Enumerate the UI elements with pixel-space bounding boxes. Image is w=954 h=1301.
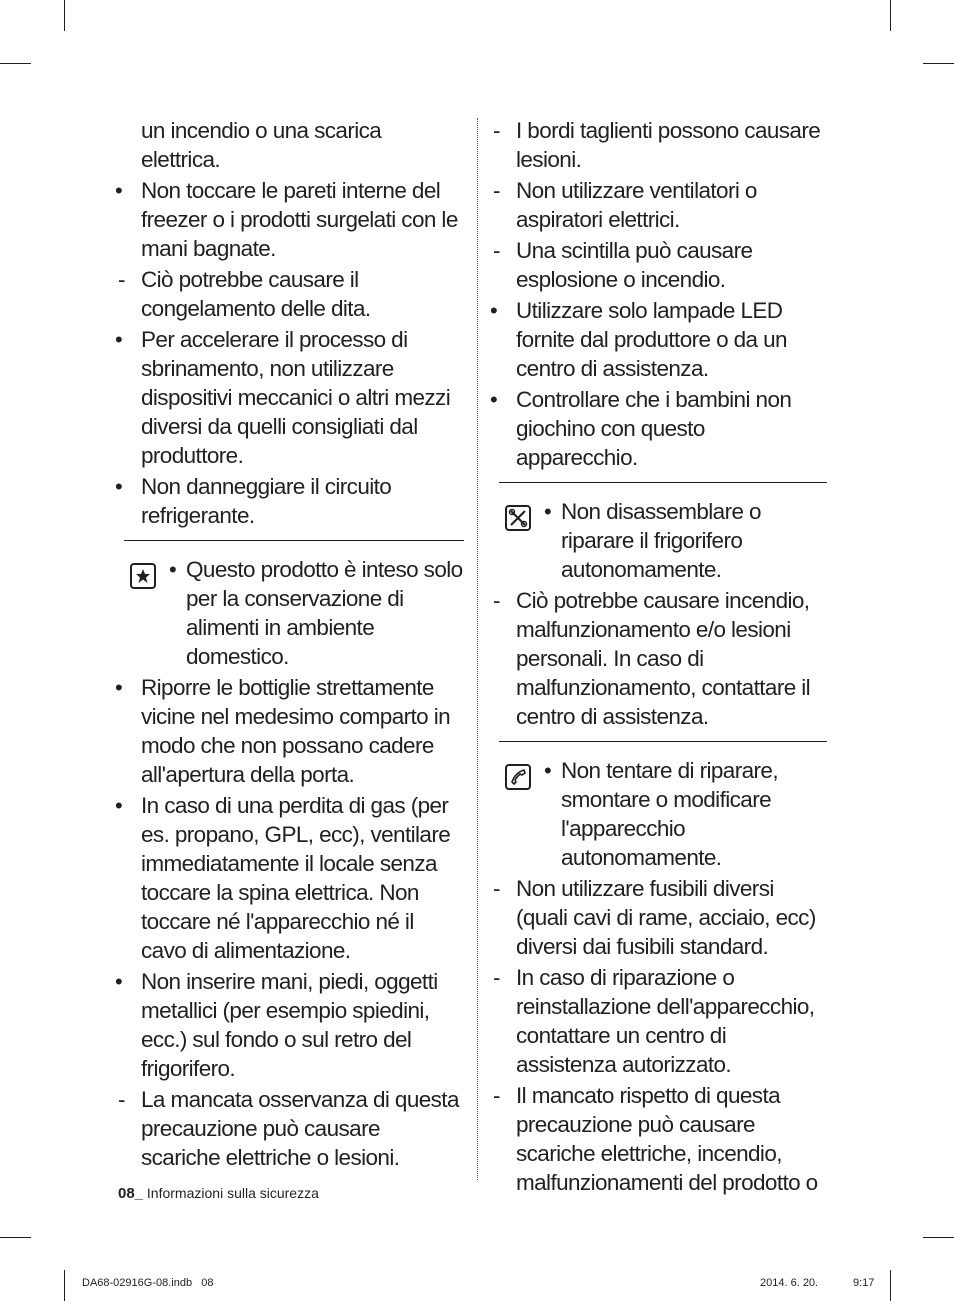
list-item: • Utilizzare solo lampade LED fornite dal produttore o da un centro di assistenza. (487, 296, 827, 383)
crop-mark (923, 1237, 954, 1238)
list-item: • Non inserire mani, piedi, oggetti metallici (per esempio spiedini, ecc.) sul fondo o sul retro del frigorifero. (112, 967, 464, 1083)
list-item: - Ciò potrebbe causare incendio, malfunzionamento e/o lesioni personali. In caso di malfunzionamento, contattare il centro di assistenza. (487, 586, 827, 731)
crop-mark (0, 63, 31, 64)
list-item: - Ciò potrebbe causare il congelamento delle dita. (112, 265, 464, 323)
list-item: - Non utilizzare fusibili diversi (quali cavi di rame, acciaio, ecc) diversi dai fusibili standard. (487, 874, 827, 961)
contact-service-icon (505, 764, 531, 790)
warning-block (487, 497, 827, 584)
section-title: Informazioni sulla sicurezza (143, 1185, 319, 1201)
right-column (487, 116, 827, 1199)
list-item: • Non danneggiare il circuito refrigerante. (112, 472, 464, 530)
crop-mark (0, 1237, 31, 1238)
list-item: - In caso di riparazione o reinstallazione dell'apparecchio, contattare un centro di assistenza autorizzato. (487, 963, 827, 1079)
list-item: Questo prodotto è inteso solo per la conservazione di alimenti in ambiente domestico. (186, 557, 463, 669)
bullet-glyph: • (169, 557, 177, 582)
star-note-icon (130, 563, 156, 589)
bullet-glyph: • (544, 499, 552, 524)
section-rule (499, 482, 827, 483)
list-item: - Non utilizzare ventilatori o aspiratori elettrici. (487, 176, 827, 234)
list-item: - Una scintilla può causare esplosione o incendio. (487, 236, 827, 294)
slug-date: 2014. 6. 20. (760, 1277, 819, 1289)
list-item: Non disassemblare o riparare il frigorifero autonomamente. (561, 499, 761, 582)
crop-mark (64, 0, 65, 31)
crop-mark (923, 63, 954, 64)
crop-mark (64, 1270, 65, 1301)
section-rule (499, 741, 827, 742)
list-item: • Riporre le bottiglie strettamente vicine nel medesimo comparto in modo che non possano cadere all'apertura della porta. (112, 673, 464, 789)
left-column (112, 116, 464, 1174)
slug-time: 9:17 (853, 1277, 875, 1289)
list-item: • Controllare che i bambini non giochino con questo apparecchio. (487, 385, 827, 472)
page-footer (118, 1185, 319, 1202)
no-disassembly-icon (505, 505, 531, 531)
list-item: un incendio o una scarica elettrica. (141, 118, 382, 172)
column-divider (477, 118, 478, 1180)
service-block (487, 756, 827, 872)
page-number: 08_ (118, 1185, 144, 1202)
section-rule (124, 540, 464, 541)
list-item: • In caso di una perdita di gas (per es. propano, GPL, ecc), ventilare immediatamente il locale senza toccare la spina elettrica. Non toccare né l'apparecchio né il cavo di alimentazione. (112, 791, 464, 965)
crop-mark (890, 1270, 891, 1301)
list-item: • Non toccare le pareti interne del freezer o i prodotti surgelati con le mani bagnate. (112, 176, 464, 263)
slug-file: DA68-02916G-08.indb 08 (82, 1277, 214, 1289)
note-block (112, 555, 464, 671)
crop-mark (890, 0, 891, 31)
list-item: Non tentare di riparare, smontare o modificare l'apparecchio autonomamente. (561, 758, 778, 870)
list-item: - La mancata osservanza di questa precauzione può causare scariche elettriche o lesioni. (112, 1085, 464, 1172)
list-item: • Per accelerare il processo di sbrinamento, non utilizzare dispositivi meccanici o altri mezzi diversi da quelli consigliati dal produttore. (112, 325, 464, 470)
bullet-glyph: • (544, 758, 552, 783)
list-item: - I bordi taglienti possono causare lesioni. (487, 116, 827, 174)
list-item: - Il mancato rispetto di questa precauzione può causare scariche elettriche, incendio, malfunzionamenti del prodotto o (487, 1081, 827, 1197)
